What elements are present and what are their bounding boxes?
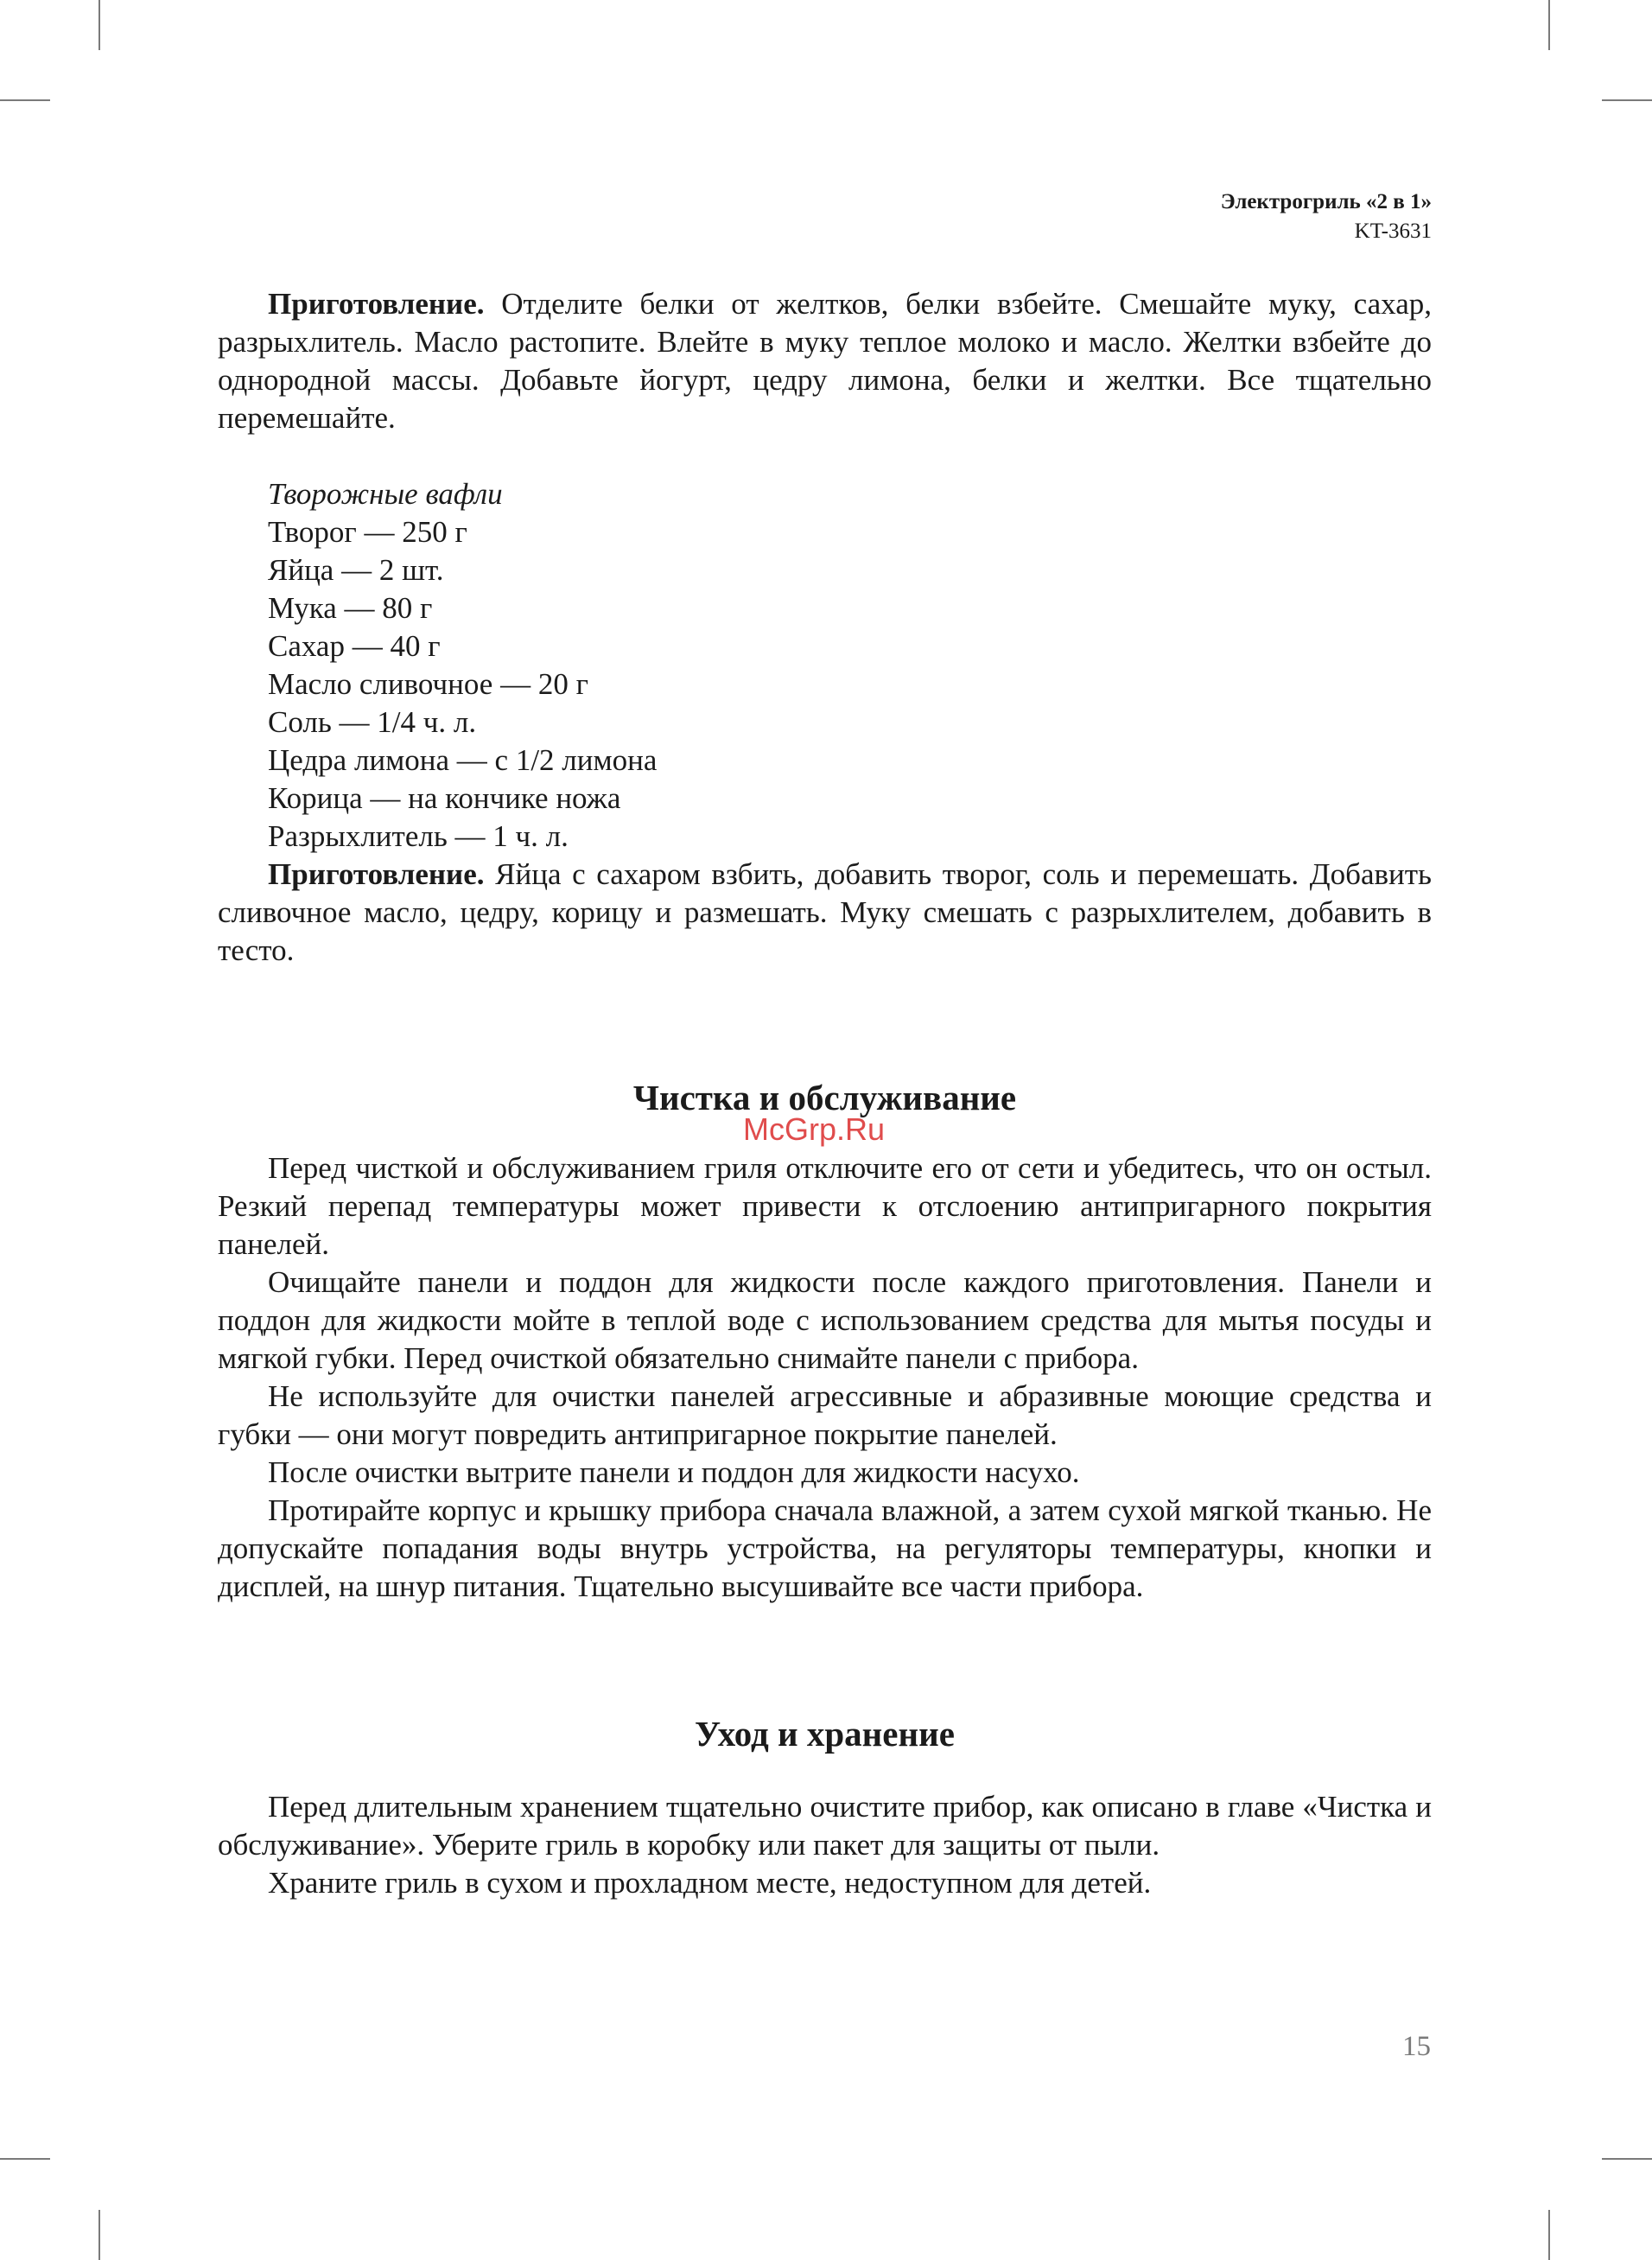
crop-mark (1602, 2158, 1652, 2160)
ingredient-item: Яйца — 2 шт. (268, 553, 444, 587)
ingredient-item: Корица — на кончике ножа (268, 781, 621, 815)
prep-text: Яйца с сахаром взбить, добавить творог, соль и перемешать. Добавить сливочное масло, цедру, корицу и размешать. Муку смешать с разрыхлителем, добавить в тесто. (218, 857, 1432, 967)
cleaning-paragraph: После очистки вытрите панели и поддон для жидкости насухо. (268, 1455, 1080, 1489)
crop-mark (0, 2158, 50, 2160)
cleaning-paragraph: Не используйте для очистки панелей агрессивные и абразивные моющие средства и губки — они могут повредить антипригарное покрытие панелей. (218, 1379, 1432, 1451)
running-header (1221, 188, 1432, 246)
prep-paragraph-2 (218, 856, 1432, 970)
ingredient-item: Мука — 80 г (268, 591, 433, 625)
storage-paragraph: Перед длительным хранением тщательно очистите прибор, как описано в главе «Чистка и обслуживание». Уберите гриль в коробку или пакет для защиты от пыли. (218, 1790, 1432, 1862)
crop-mark (98, 0, 100, 50)
recipe-title: Творожные вафли (268, 477, 503, 511)
crop-mark (0, 99, 50, 101)
crop-mark (1602, 99, 1652, 101)
page-number: 15 (1402, 2031, 1431, 2062)
ingredient-item: Масло сливочное — 20 г (268, 667, 588, 701)
ingredient-item: Соль — 1/4 ч. л. (268, 705, 477, 739)
cleaning-paragraph: Очищайте панели и поддон для жидкости после каждого приготовления. Панели и поддон для жидкости мойте в теплой воде с использованием средства для мытья посуды и мягкой губки. Перед очисткой обязательно снимайте панели с прибора. (218, 1265, 1432, 1375)
ingredient-item: Сахар — 40 г (268, 629, 441, 663)
ingredient-item: Творог — 250 г (268, 515, 467, 549)
ingredient-item: Разрыхлитель — 1 ч. л. (268, 819, 569, 853)
ingredient-item: Цедра лимона — с 1/2 лимона (268, 743, 658, 777)
crop-mark (1548, 0, 1550, 50)
prep-text: Отделите белки от желтков, белки взбейте. Смешайте муку, сахар, разрыхлитель. Масло растопите. Влейте в муку теплое молоко и масло. Желтки взбейте до однородной массы. Добавьте йогурт, цедру лимона, белки и желтки. Все тщательно перемешайте. (218, 287, 1432, 435)
header-title: Электрогриль «2 в 1» (1220, 190, 1432, 213)
prep-label: Приготовление. (268, 287, 485, 321)
crop-mark (1548, 2210, 1550, 2260)
page-content (218, 285, 1432, 1902)
crop-mark (98, 2210, 100, 2260)
section-heading-storage: Уход и хранение (695, 1714, 955, 1754)
section-heading-cleaning: Чистка и обслуживание (632, 1078, 1017, 1117)
prep-paragraph-1 (218, 285, 1432, 437)
header-model: KT-3631 (1354, 220, 1432, 243)
storage-paragraph: Храните гриль в сухом и прохладном месте, недоступном для детей. (268, 1866, 1152, 1900)
prep-label: Приготовление. (268, 857, 485, 891)
recipe-block (218, 475, 1432, 856)
cleaning-paragraph: Перед чисткой и обслуживанием гриля отключите его от сети и убедитесь, что он остыл. Резкий перепад температуры может привести к отслоению антипригарного покрытия панелей. (218, 1151, 1432, 1261)
watermark: McGrp.Ru (743, 1111, 886, 1147)
cleaning-paragraph: Протирайте корпус и крышку прибора сначала влажной, а затем сухой мягкой тканью. Не допускайте попадания воды внутрь устройства, на регуляторы температуры, кнопки и дисплей, на шнур питания. Тщательно высушивайте все части прибора. (218, 1493, 1432, 1603)
